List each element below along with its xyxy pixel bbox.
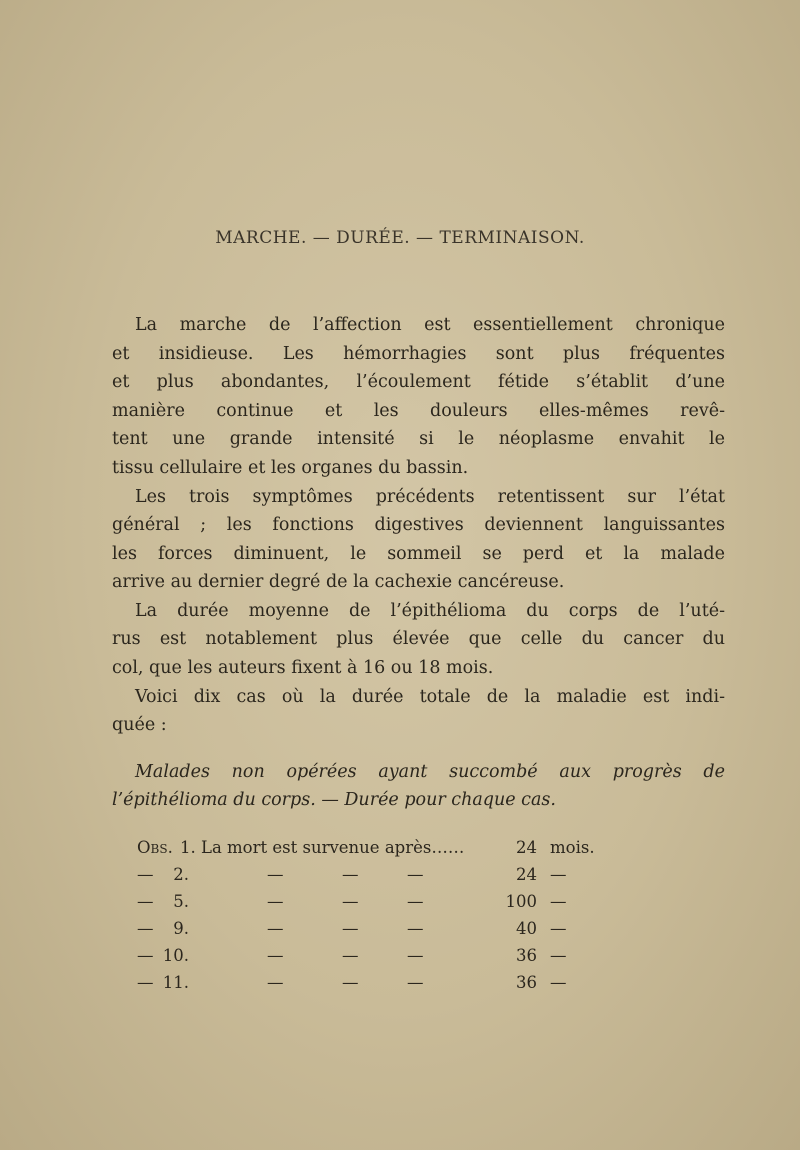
text-line: tissu cellulaire et les organes du bassin.	[112, 458, 469, 478]
ditto-mark: —	[550, 892, 567, 911]
section-heading: MARCHE. — DURÉE. — TERMINAISON.	[215, 228, 585, 248]
text-line: quée :	[112, 715, 167, 735]
ditto-mark: —	[342, 919, 359, 938]
row-text: La mort est survenue après……	[201, 838, 465, 857]
duration-value: 24	[516, 865, 537, 884]
text-line: La durée moyenne de l’épithélioma du corps de l’uté-	[135, 601, 725, 621]
duration-value: 40	[516, 919, 537, 938]
text-line: et plus abondantes, l’écoulement fétide s’établit d’une	[112, 372, 725, 392]
obs-number: 10.	[162, 946, 189, 965]
ditto-mark: —	[550, 946, 567, 965]
ditto-mark: —	[137, 946, 154, 965]
table-row	[137, 945, 777, 967]
table-row	[137, 972, 777, 994]
ditto-mark: —	[267, 865, 284, 884]
ditto-mark: —	[407, 892, 424, 911]
table-row	[137, 918, 777, 940]
ditto-mark: —	[407, 919, 424, 938]
obs-number: 5.	[173, 892, 189, 911]
text-line: Voici dix cas où la durée totale de la maladie est indi-	[135, 687, 725, 707]
ditto-mark: —	[137, 973, 154, 992]
text-line: les forces diminuent, le sommeil se perd et la malade	[112, 544, 725, 564]
table-row	[137, 891, 777, 913]
duration-value: 100	[505, 892, 537, 911]
obs-number: 9.	[173, 919, 189, 938]
caption-line: Malades non opérées ayant succombé aux progrès de	[135, 762, 725, 782]
ditto-mark: —	[137, 919, 154, 938]
text-line: arrive au dernier degré de la cachexie cancéreuse.	[112, 572, 565, 592]
ditto-mark: —	[267, 892, 284, 911]
text-line: La marche de l’affection est essentiellement chronique	[135, 315, 725, 335]
duration-value: 36	[516, 946, 537, 965]
ditto-mark: —	[342, 892, 359, 911]
ditto-mark: —	[267, 919, 284, 938]
table-row	[137, 864, 777, 886]
ditto-mark: —	[137, 892, 154, 911]
text-line: général ; les fonctions digestives deviennent languissantes	[112, 515, 725, 535]
ditto-mark: —	[407, 946, 424, 965]
obs-number: 2.	[173, 865, 189, 884]
ditto-mark: —	[407, 973, 424, 992]
duration-value: 24	[516, 838, 537, 857]
ditto-mark: —	[342, 973, 359, 992]
duration-value: 36	[516, 973, 537, 992]
table-row	[137, 837, 777, 859]
ditto-mark: —	[550, 919, 567, 938]
ditto-mark: —	[550, 973, 567, 992]
text-line: Les trois symptômes précédents retentissent sur l’état	[135, 487, 725, 507]
ditto-mark: —	[550, 865, 567, 884]
caption-line: l’épithélioma du corps. — Durée pour chaque cas.	[112, 790, 556, 810]
obs-label: Obs.	[137, 838, 173, 857]
ditto-mark: —	[342, 865, 359, 884]
ditto-mark: —	[267, 973, 284, 992]
duration-unit: mois.	[550, 838, 595, 857]
text-line: manière continue et les douleurs elles-mêmes revê-	[112, 401, 725, 421]
text-line: tent une grande intensité si le néoplasme envahit le	[112, 429, 725, 449]
obs-number: 11.	[162, 973, 189, 992]
ditto-mark: —	[342, 946, 359, 965]
ditto-mark: —	[267, 946, 284, 965]
ditto-mark: —	[137, 865, 154, 884]
obs-number: 1.	[180, 838, 196, 857]
text-line: et insidieuse. Les hémorrhagies sont plus fréquentes	[112, 344, 725, 364]
ditto-mark: —	[407, 865, 424, 884]
text-line: rus est notablement plus élevée que celle du cancer du	[112, 629, 725, 649]
text-line: col, que les auteurs fixent à 16 ou 18 mois.	[112, 658, 494, 678]
